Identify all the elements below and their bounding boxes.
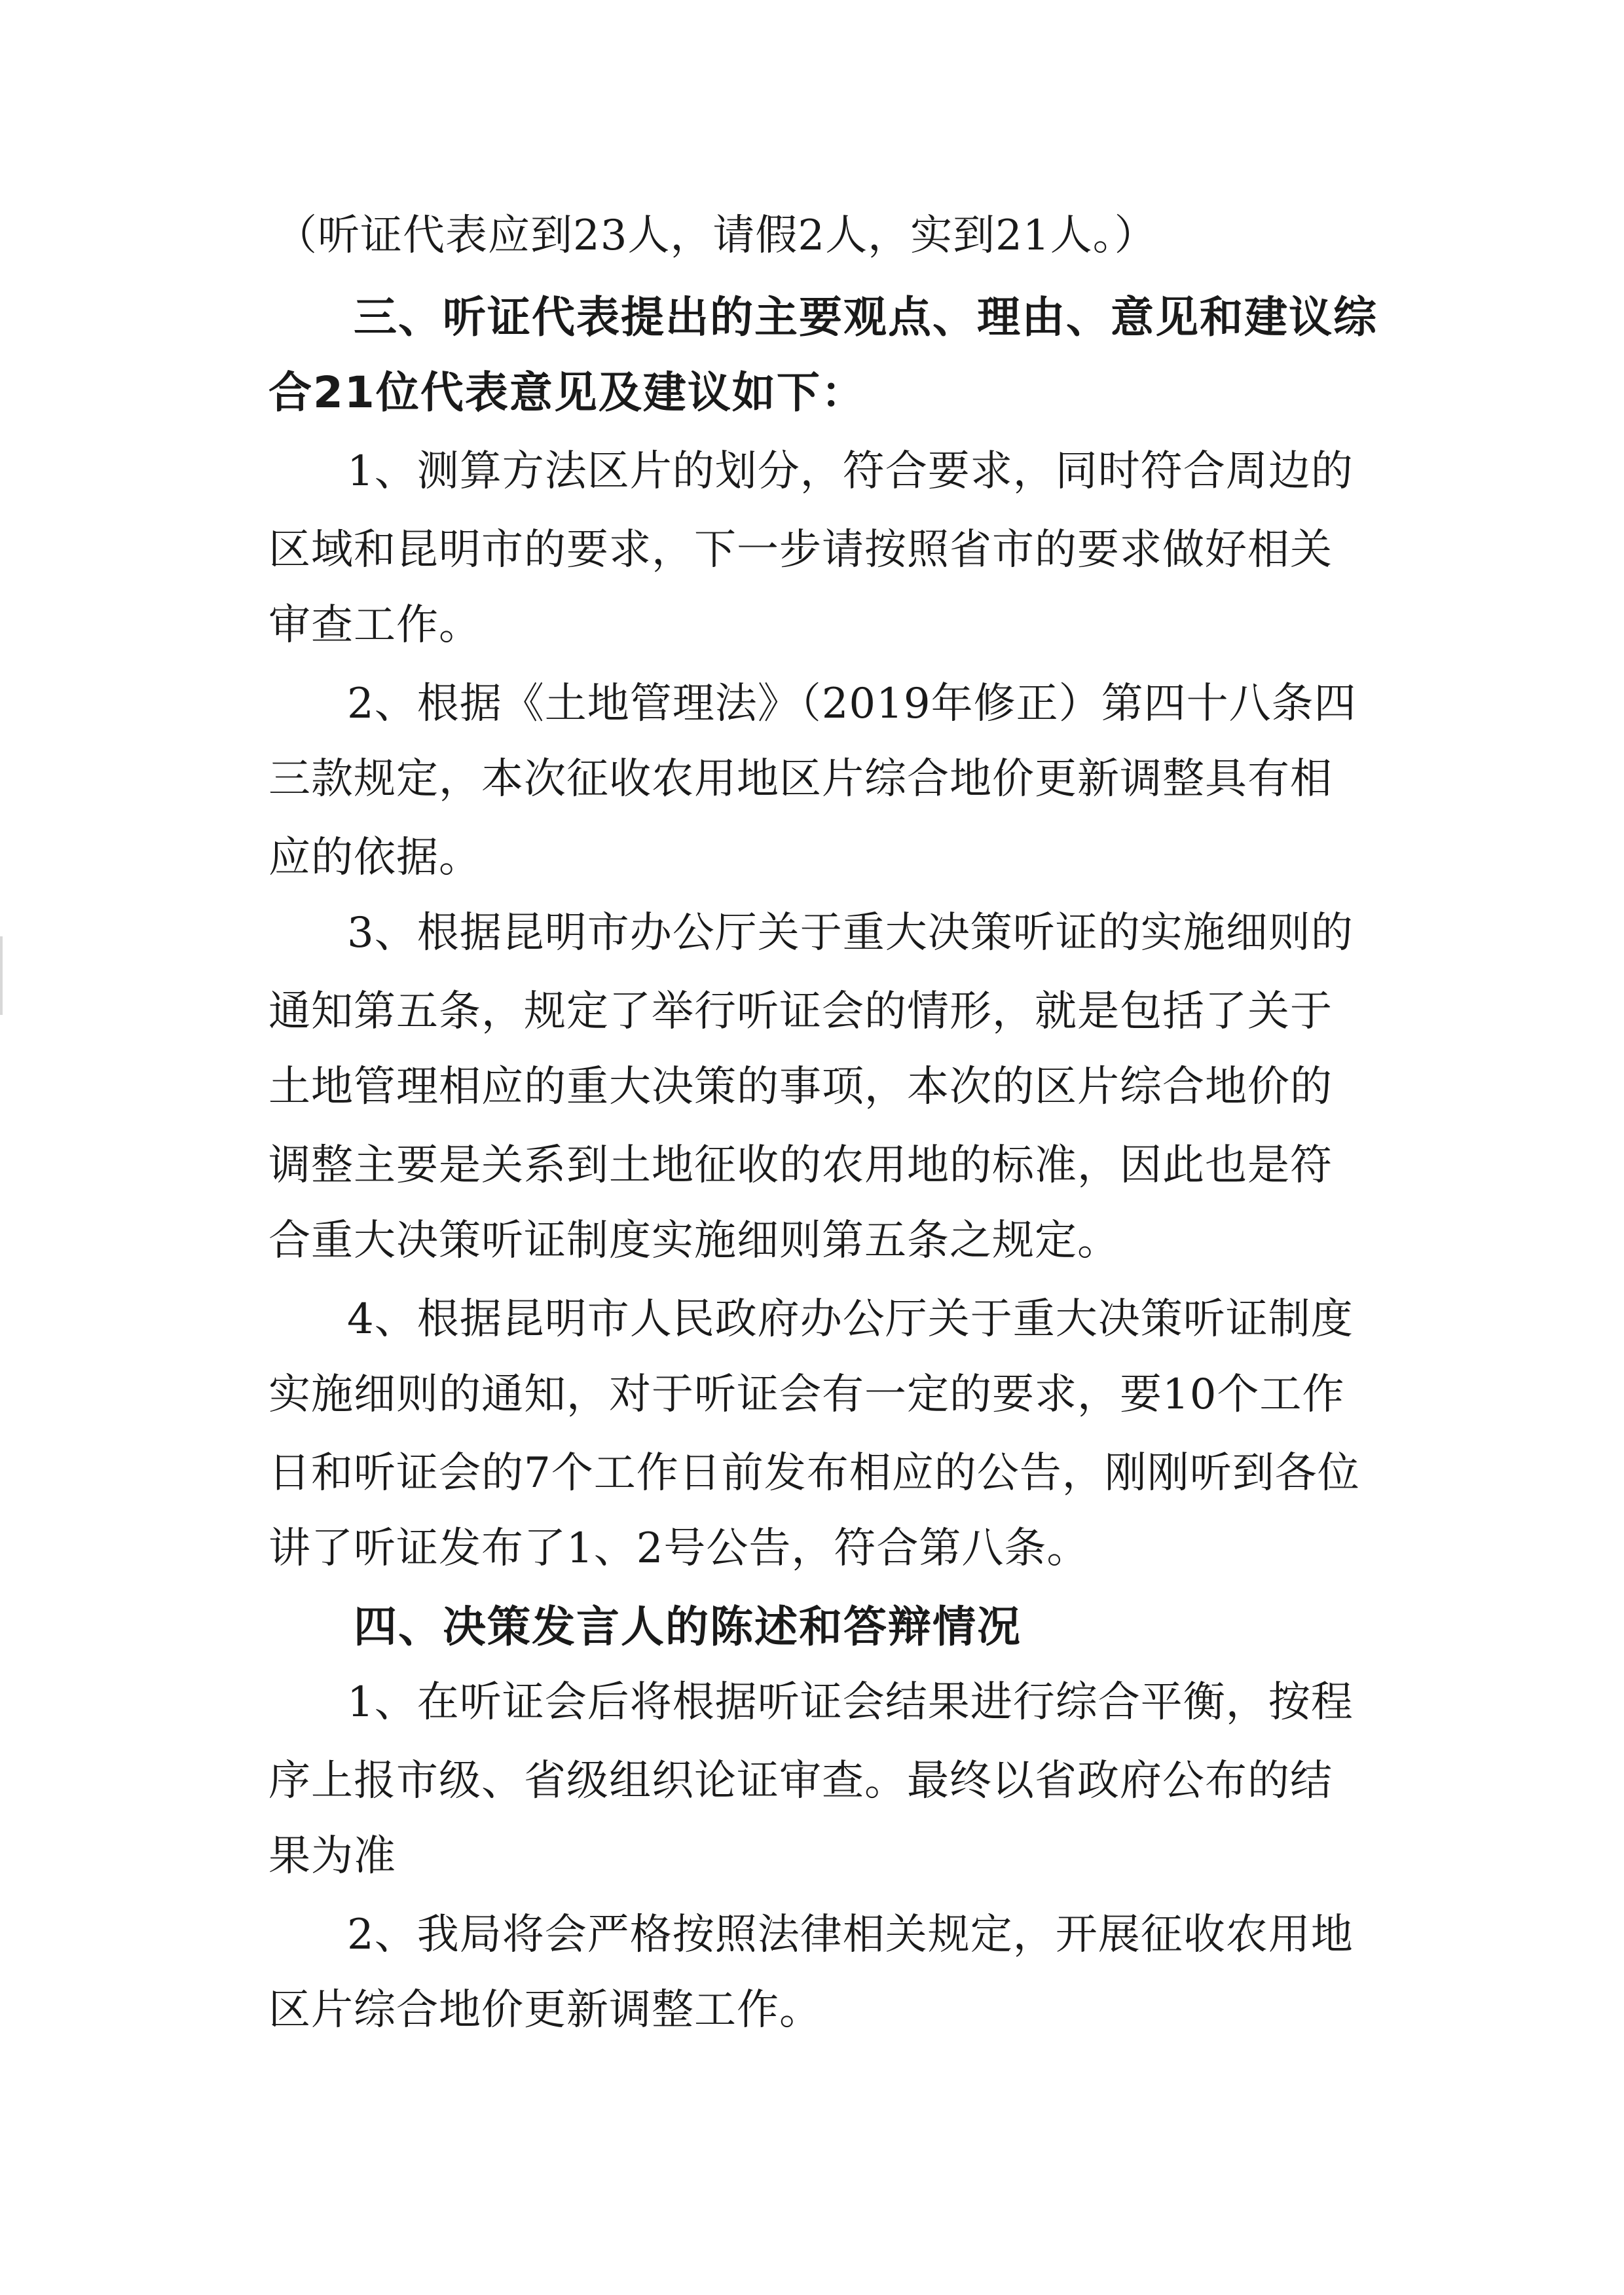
section3-item4-line4: 讲了听证发布了1、2号公告，符合第八条。 [268,1524,1090,1573]
section3-item1-line3: 审查工作。 [268,601,481,650]
section3-item3-line3: 土地管理相应的重大决策的事项，本次的区片综合地价的 [268,1063,1333,1111]
section4-heading: 四、决策发言人的陈述和答辩情况 [354,1602,1022,1652]
section3-item1-line1: 1、测算方法区片的划分，符合要求，同时符合周边的 [347,447,1354,496]
section3-item4-line3: 日和听证会的7个工作日前发布相应的公告，刚刚听到各位 [268,1449,1360,1497]
section3-item4-line1: 4、根据昆明市人民政府办公厅关于重大决策听证制度 [347,1295,1354,1344]
section3-heading-line2: 合21位代表意见及建议如下： [268,367,866,418]
section4-item2-line2: 区片综合地价更新调整工作。 [268,1986,822,2034]
section3-heading-line1: 三、听证代表提出的主要观点、理由、意见和建议综 [354,292,1378,342]
section3-item2-line3: 应的依据。 [268,834,481,882]
section3-item1-line2: 区域和昆明市的要求，下一步请按照省市的要求做好相关 [268,526,1333,574]
section4-item1-line1: 1、在听证会后将根据听证会结果进行综合平衡，按程 [347,1678,1354,1727]
section3-item3-line1: 3、根据昆明市办公厅关于重大决策听证的实施细则的 [347,909,1354,957]
attendance-note: （听证代表应到23人，请假2人，实到21人。） [275,211,1157,260]
section3-item2-line1: 2、根据《土地管理法》（2019年修正）第四十八条四 [347,680,1357,728]
section3-item4-line2: 实施细则的通知，对于听证会有一定的要求，要10个工作 [268,1370,1345,1419]
section3-item3-line5: 合重大决策听证制度实施细则第五条之规定。 [268,1217,1120,1265]
section4-item1-line3: 果为准 [268,1832,396,1881]
section3-item3-line2: 通知第五条，规定了举行听证会的情形，就是包括了关于 [268,987,1333,1036]
section3-item3-line4: 调整主要是关系到土地征收的农用地的标准，因此也是符 [268,1141,1333,1190]
section4-item2-line1: 2、我局将会严格按照法律相关规定，开展征收农用地 [347,1911,1354,1959]
section3-item2-line2: 三款规定，本次征收农用地区片综合地价更新调整具有相 [268,755,1333,803]
section4-item1-line2: 序上报市级、省级组织论证审查。最终以省政府公布的结 [268,1757,1333,1805]
scan-edge-mark [0,936,3,1015]
